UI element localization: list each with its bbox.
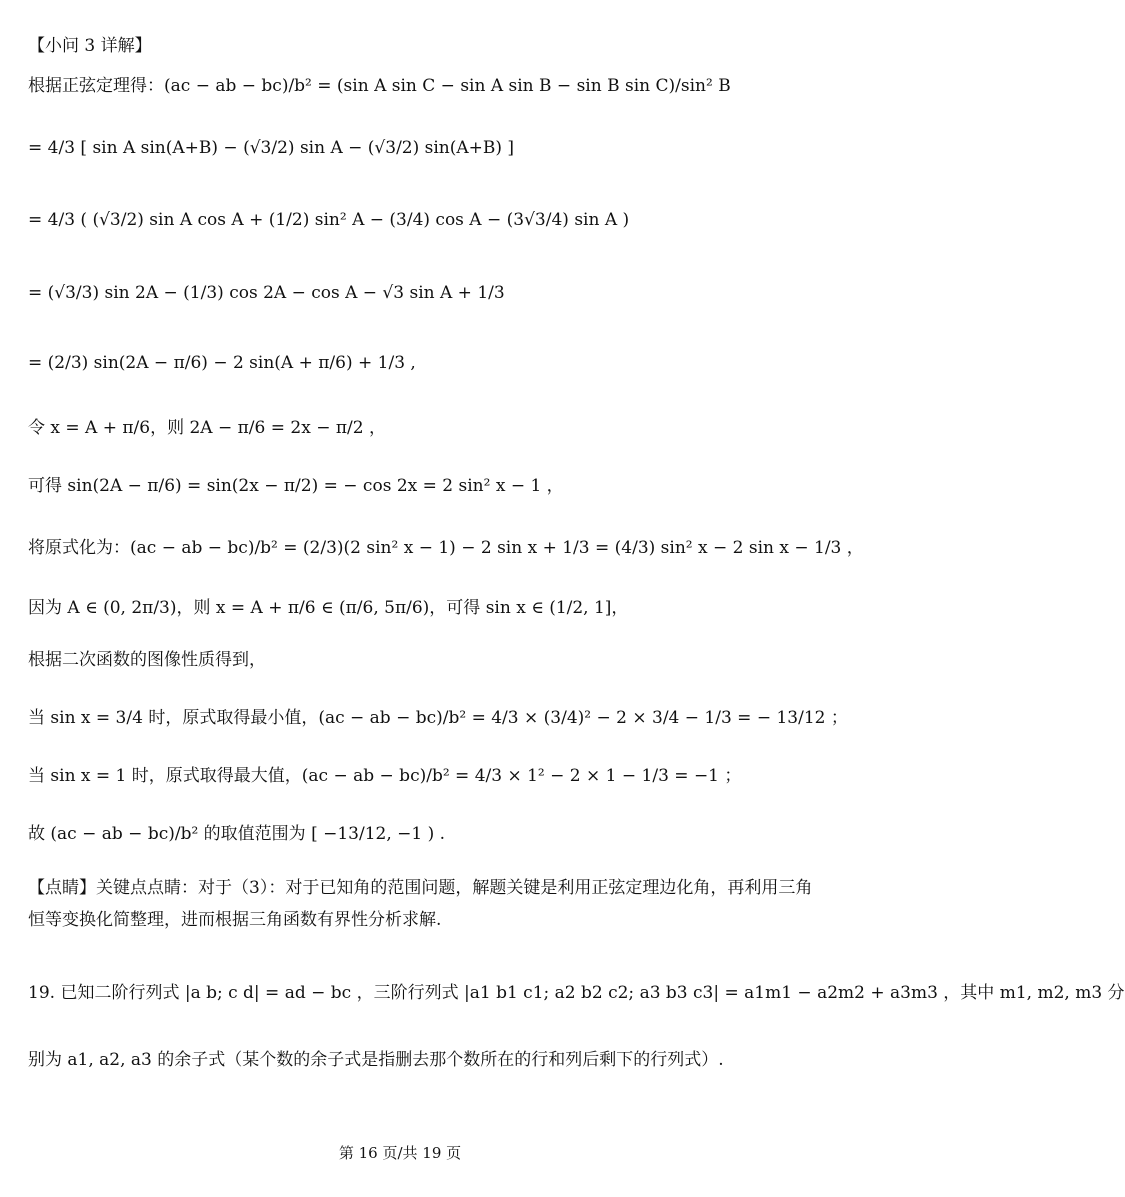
equation-line-5: = (2/3) sin(2A − π/6) − 2 sin(A + π/6) + 1/3 , [28, 353, 416, 373]
equation-line-8: 将原式化为：(ac − ab − bc)/b² = (2/3)(2 sin² x − 1) − 2 sin x + 1/3 = (4/3) sin² x − 2 sin x − 1/3 ， [28, 538, 864, 558]
page-footer: 第 16 页/共 19 页 [338, 1144, 462, 1162]
equation-line-7: 可得 sin(2A − π/6) = sin(2x − π/2) = − cos 2x = 2 sin² x − 1 ， [28, 476, 564, 496]
equation-line-3: = 4/3 ( (√3/2) sin A cos A + (1/2) sin² A − (3/4) cos A − (3√3/4) sin A ) [28, 210, 630, 230]
question-19-line-2: 别为 a1, a2, a3 的余子式（某个数的余子式是指删去那个数所在的行和列后剩下的行列式）. [28, 1050, 724, 1070]
text-line-10: 根据二次函数的图像性质得到， [28, 650, 266, 670]
equation-line-11: 当 sin x = 3/4 时，原式取得最小值，(ac − ab − bc)/b² = 4/3 × (3/4)² − 2 × 3/4 − 1/3 = − 13/12 ； [28, 708, 848, 728]
equation-line-2: = 4/3 [ sin A sin(A+B) − (√3/2) sin A − (√3/2) sin(A+B) ] [28, 138, 515, 158]
question-19-line-1: 19. 已知二阶行列式 |a b; c d| = ad − bc ，三阶行列式 |a1 b1 c1; a2 b2 c2; a3 b3 c3| = a1m1 − a2m2 + a3m3 ，其中 m1, m2, m3 分 [28, 983, 1125, 1003]
equation-line-6: 令 x = A + π/6，则 2A − π/6 = 2x − π/2 ， [28, 418, 386, 438]
equation-line-4: = (√3/3) sin 2A − (1/3) cos 2A − cos A − √3 sin A + 1/3 [28, 283, 505, 303]
equation-line-13: 故 (ac − ab − bc)/b² 的取值范围为 [ −13/12, −1 ) . [28, 824, 446, 844]
remark-line-2: 恒等变换化简整理，进而根据三角函数有界性分析求解. [28, 910, 442, 930]
equation-line-12: 当 sin x = 1 时，原式取得最大值，(ac − ab − bc)/b² = 4/3 × 1² − 2 × 1 − 1/3 = −1 ； [28, 766, 742, 786]
remark-line-1: 【点睛】关键点点睛：对于（3）：对于已知角的范围问题，解题关键是利用正弦定理边化角，再利用三角 [28, 878, 813, 898]
section-heading: 【小问 3 详解】 [28, 36, 152, 56]
equation-line-1: 根据正弦定理得：(ac − ab − bc)/b² = (sin A sin C − sin A sin B − sin B sin C)/sin² B [28, 76, 731, 96]
equation-line-9: 因为 A ∈ (0, 2π/3)，则 x = A + π/6 ∈ (π/6, 5π/6)，可得 sin x ∈ (1/2, 1]， [28, 598, 629, 618]
